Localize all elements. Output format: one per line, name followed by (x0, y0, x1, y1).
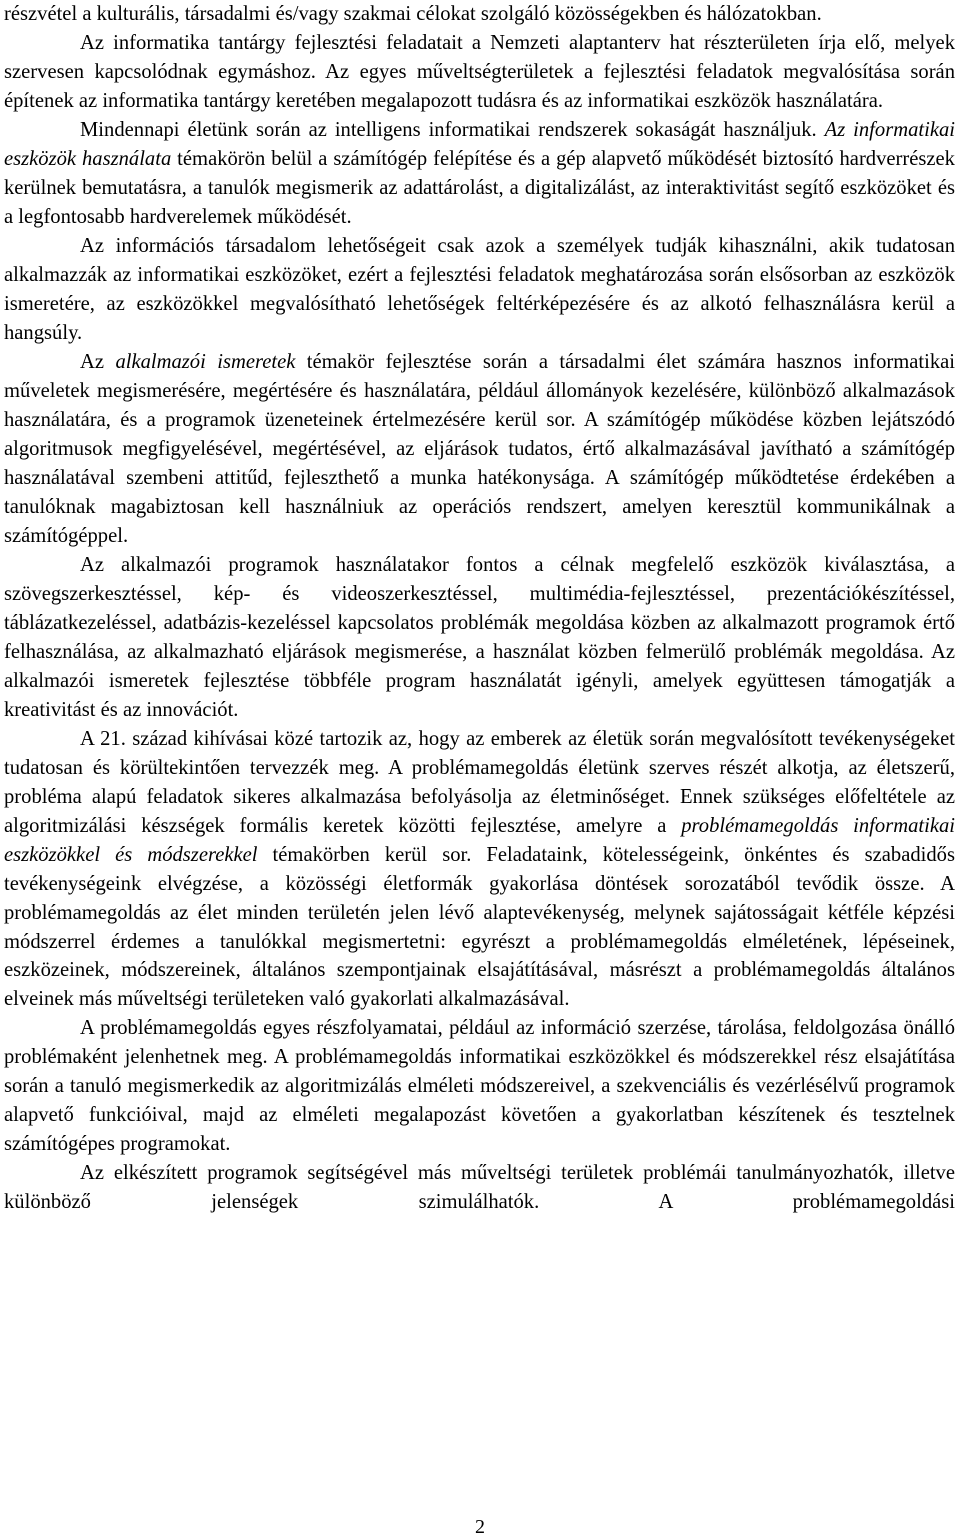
paragraph (4, 348, 955, 551)
italic-term: Az informatikai eszközök használata (4, 118, 955, 170)
paragraph (4, 1014, 955, 1159)
text-run: Az elkészített programok segítségével más műveltségi területek problémái tanulmányozhatók, illetve különböző jelenségek szimulálhatók. A problémamegoldási (4, 1162, 955, 1214)
paragraph (4, 29, 955, 116)
text-run: Az alkalmazói programok használatakor fontos a célnak megfelelő eszközök kiválasztása, a szövegszerkesztéssel, kép- és videoszerkesztéssel, multimédia-fejlesztéssel, prezentációkészítéssel, táblázatkezeléssel, adatbázis-kezeléssel kapcsolatos problémák megoldása közben az alkalmazott programok értő felhasználása, az alkalmazható eljárások megismerése, a használat közben felmerülő problémák megoldása. Az alkalmazói ismeretek fejlesztése többféle program használatát igényli, amelyek együttesen támogatják a kreativitást és az innovációt. (4, 553, 955, 721)
page-number: 2 (475, 1516, 485, 1538)
paragraph (4, 116, 955, 232)
paragraph (4, 1159, 955, 1217)
text-run: A problémamegoldás egyes részfolyamatai, például az információ szerzése, tárolása, feldolgozása önálló problémaként jelenhetnek meg. A problémamegoldás informatikai eszközökkel és módszerekkel rész elsajátítása során a tanuló megismerkedik az algoritmizálás elméleti módszereivel, a szekvenciális és vezérlésélvű programok alapvető funkcióival, majd az elméleti megalapozást követően a gyakorlatban készítenek és tesztelnek számítógépes programokat. (4, 1017, 955, 1156)
paragraph (4, 232, 955, 348)
text-run: témakör fejlesztése során a társadalmi élet számára hasznos informatikai műveletek megismerésére, megértésére és használatára, például állományok kezelésére, különböző alkalmazások használatára, és a programok üzeneteinek értelmezésére kerül sor. A számítógép működése közben lejátszódó algoritmusok megfigyelésével, megértésével, az eljárások tudatos, értő alkalmazásával javítható a számítógép használatával szembeni attitűd, fejleszthető a munka hatékonysága. A számítógép működtetése érdekében a tanulóknak magabiztosan kell használniuk az operációs rendszert, amelyen keresztül kommunikálnak a számítógéppel. (4, 350, 955, 547)
italic-term: problémamegoldás informatikai eszközökkel és módszerekkel (4, 814, 955, 866)
text-run: témakörben kerül sor. Feladataink, kötelességeink, önkéntes és szabadidős tevékenységeink elvégzése, a közösségi életformák gyakorlása döntések sorozatából tevődik össze. A problémamegoldás az élet minden területén jelen lévő alaptevékenység, melynek sajátosságait kétféle képzési módszerrel érdemes a tanulókkal megismertetni: egyrészt a problémamegoldás elméletének, lépéseinek, eszközeinek, módszereinek, általános szempontjainak elsajátításával, másrészt a problémamegoldás általános elveinek más műveltségi területeken való gyakorlati alkalmazásával. (4, 843, 955, 1011)
italic-term: alkalmazói ismeretek (115, 350, 296, 373)
paragraph (4, 725, 955, 1015)
document-body (4, 0, 955, 1217)
paragraph (4, 551, 955, 725)
text-run: részvétel a kulturális, társadalmi és/vagy szakmai célokat szolgáló közösségekben és hálózatokban. (4, 3, 822, 25)
text-run: Az információs társadalom lehetőségeit csak azok a személyek tudják kihasználni, akik tudatosan alkalmazzák az informatikai eszközöket, ezért a fejlesztési feladatok meghatározása során elsősorban az eszközök ismeretére, az eszközökkel megvalósítható lehetőségek feltérképezésére és az alkotó felhasználásra kerül a hangsúly. (4, 234, 955, 344)
text-run: témakörön belül a számítógép felépítése és a gép alapvető működését biztosító hardverrészek kerülnek bemutatásra, a tanulók megismerik az adattárolást, a digitalizálást, az interaktivitást segítő eszközöket és a legfontosabb hardverelemek működését. (4, 147, 955, 228)
paragraph (4, 0, 955, 29)
text-run: Mindennapi életünk során az intelligens informatikai rendszerek sokaságát használjuk. (80, 118, 825, 141)
text-run: A 21. század kihívásai közé tartozik az, hogy az emberek az életük során megvalósított tevékenységeket tudatosan és körültekintően tervezzék meg. A problémamegoldás életünk szerves részét alkotja, az életszerű, probléma alapú feladatok sikeres alkalmazása befolyásolja az életminőséget. Ennek szükséges előfeltétele az algoritmizálási készségek formális keretek közötti fejlesztése, amelyre a (4, 727, 955, 837)
text-run: Az informatika tantárgy fejlesztési feladatait a Nemzeti alaptanterv hat részterületen írja elő, melyek szervesen kapcsolódnak egymáshoz. Az egyes műveltségterületek a fejlesztési feladatok megvalósítása során építenek az informatika tantárgy keretében megalapozott tudásra és az informatikai eszközök használatára. (4, 31, 955, 112)
text-run: Az (80, 350, 116, 373)
